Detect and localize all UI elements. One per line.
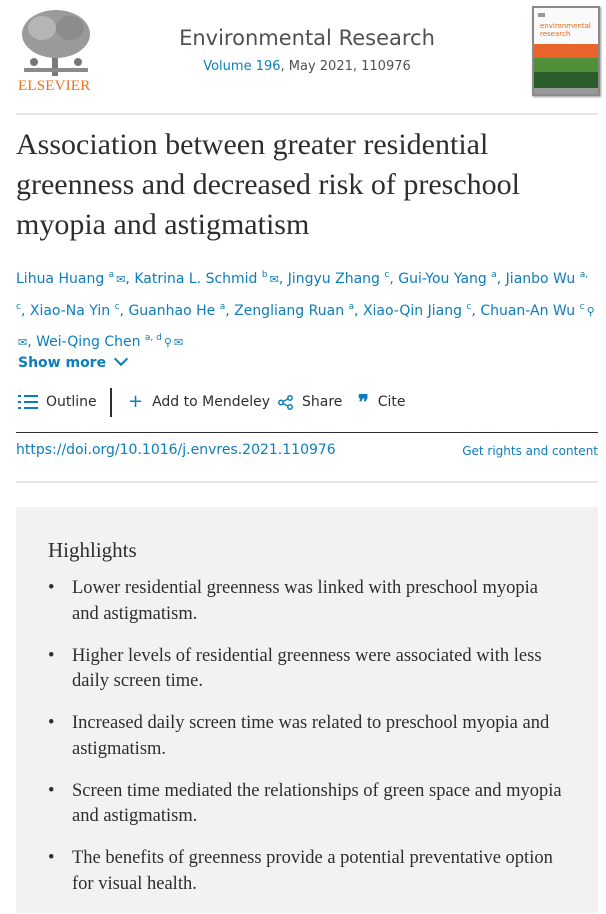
list-item: • Higher levels of residential greenness were associated with less daily screen time. (48, 645, 542, 691)
list-item: • The benefits of greenness provide a potential preventative option for visual health. (48, 848, 553, 894)
author-separator: , (471, 302, 481, 319)
author-link[interactable] (398, 271, 487, 287)
author-separator: , (496, 271, 506, 287)
author-affiliation[interactable]: c (466, 301, 472, 312)
journal-title[interactable]: Environmental Research (179, 26, 435, 50)
author-link[interactable] (128, 303, 215, 319)
author-link[interactable] (288, 271, 380, 287)
cite-button[interactable] (358, 390, 406, 414)
mendeley-label: Add to Mendeley (152, 394, 271, 410)
author-link[interactable] (506, 271, 576, 287)
divider (16, 113, 598, 115)
cover-title-2: research (540, 30, 571, 38)
chevron-down-icon (114, 352, 128, 366)
author-separator: , (225, 302, 235, 319)
share-button[interactable] (278, 394, 342, 410)
author-separator: , (278, 271, 288, 287)
list-item: • Increased daily screen time was related to preschool myopia and astigmatism. (48, 713, 550, 759)
author-list (16, 262, 598, 357)
publisher-name: ELSEVIER (18, 78, 91, 94)
author-name: Lihua Huang (16, 271, 105, 287)
author-separator: , (389, 271, 399, 287)
highlights-section (16, 507, 598, 913)
add-to-mendeley-button[interactable] (128, 391, 271, 412)
highlights-list (48, 576, 568, 914)
highlights-heading: Highlights (48, 538, 137, 562)
author-affiliation[interactable]: b (261, 270, 268, 280)
author-link[interactable] (363, 303, 462, 319)
author-name: Jingyu Zhang (287, 271, 380, 287)
cover-image (534, 8, 598, 94)
quote-icon: ❞ (358, 390, 369, 414)
author-separator: , (125, 271, 135, 287)
mail-icon[interactable]: ✉ (173, 336, 184, 349)
author-affiliation[interactable]: c (384, 270, 390, 280)
list-item: • Screen time mediated the relationships of green space and myopia and astigmatism. (48, 780, 562, 826)
author-affiliation[interactable]: a (108, 270, 115, 280)
author-affiliation[interactable]: c (579, 301, 585, 312)
list-icon (18, 394, 38, 410)
author-link[interactable] (30, 303, 110, 319)
doi-link[interactable]: https://doi.org/10.1016/j.envres.2021.110976 (16, 442, 336, 458)
author-separator: , (119, 302, 129, 319)
author-name: Wei-Qing Chen (36, 334, 141, 350)
outline-button[interactable] (18, 394, 97, 410)
article-header (16, 6, 598, 102)
person-icon[interactable]: ⚲ (586, 304, 595, 318)
cite-label: Cite (377, 394, 406, 410)
person-icon[interactable]: ⚲ (163, 336, 172, 349)
share-icon (278, 395, 293, 410)
volume-info: Volume 196, May 2021, 110976 (203, 59, 411, 74)
author-affiliation[interactable]: a, d (144, 333, 162, 343)
author-separator: , (27, 334, 37, 350)
author-name: Xiao-Na Yin (29, 302, 111, 319)
outline-label: Outline (46, 394, 97, 410)
divider (16, 481, 598, 483)
mail-icon[interactable]: ✉ (18, 336, 28, 349)
rights-link[interactable]: Get rights and content (462, 444, 598, 458)
author-name: Xiao-Qin Jiang (362, 302, 462, 319)
author-name: Katrina L. Schmid (134, 271, 258, 287)
volume-link[interactable]: Volume 196 (203, 59, 281, 74)
cover-title-1: environmental (540, 22, 591, 30)
mail-icon[interactable]: ✉ (269, 273, 279, 286)
article-toolbar (16, 388, 598, 420)
author-link[interactable] (16, 271, 104, 287)
mail-icon[interactable]: ✉ (116, 273, 126, 286)
author-name: Zengliang Ruan (234, 302, 345, 319)
author-link[interactable] (134, 271, 257, 287)
divider (16, 432, 598, 433)
author-affiliation[interactable]: a (491, 270, 497, 280)
author-link[interactable] (36, 334, 140, 350)
show-more-button[interactable]: Show more (18, 355, 126, 371)
author-affiliation[interactable]: a (219, 301, 226, 312)
plus-icon: + (128, 391, 144, 412)
author-link[interactable] (234, 303, 344, 319)
article-title: Association between greater residential greenness and decreased risk of preschool myopia and astigmatism (16, 128, 520, 241)
author-separator: , (354, 302, 363, 319)
author-name: Gui-You Yang (398, 271, 487, 287)
author-name: Chuan-An Wu (480, 302, 576, 319)
author-affiliation[interactable]: a (348, 301, 355, 312)
share-label: Share (302, 394, 343, 410)
author-affiliation[interactable]: a, c (16, 270, 589, 312)
toolbar-divider (110, 388, 112, 417)
journal-cover[interactable] (532, 6, 600, 96)
author-affiliation[interactable]: c (114, 301, 120, 312)
author-name: Guanhao He (128, 302, 216, 319)
author-link[interactable] (480, 303, 575, 319)
author-name: Jianbo Wu (505, 271, 576, 287)
author-separator: , (20, 302, 30, 319)
list-item: • Lower residential greenness was linked with preschool myopia and astigmatism. (48, 578, 538, 624)
